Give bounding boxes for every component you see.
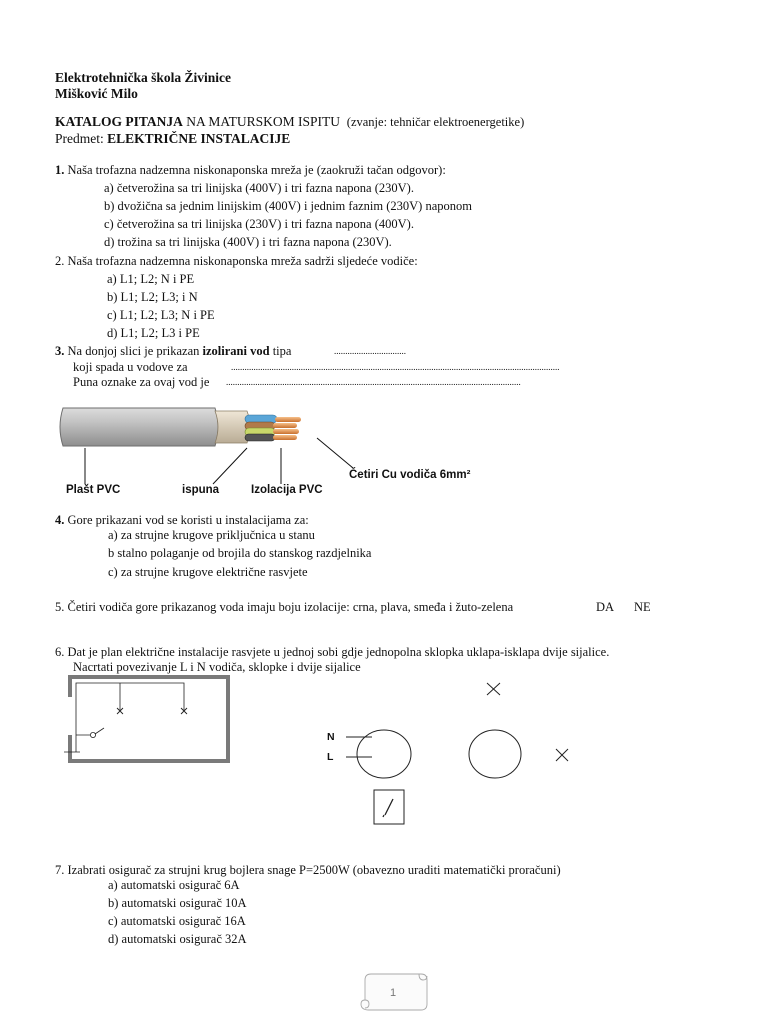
answer-blank-designation[interactable]: ...................................................................................................................................: [226, 377, 521, 387]
answer-ne[interactable]: NE: [634, 600, 651, 614]
cross-mark-top: [487, 683, 500, 695]
question-2-option-b: b) L1; L2; L3; i N: [107, 290, 198, 304]
question-7-option-b: b) automatski osigurač 10A: [108, 896, 247, 910]
plan-wiring: [76, 683, 184, 735]
question-1: [55, 163, 446, 178]
question-2-option-a: a) L1; L2; N i PE: [107, 272, 195, 286]
copper-core-2: [273, 423, 297, 428]
question-7-option-d: d) automatski osigurač 32A: [108, 932, 247, 946]
answer-da[interactable]: DA: [596, 600, 615, 614]
room-plan: [62, 673, 237, 773]
label-insulation: Izolacija PVC: [251, 484, 323, 496]
question-1-text: Naša trofazna nadzemna niskonaponska mreža je (zaokruži tačan odgovor):: [64, 163, 446, 177]
question-3-line-3: Puna oznake za ovaj vod je: [73, 375, 210, 389]
wiring-symbols: [320, 675, 580, 835]
plan-switch-lever: [95, 728, 104, 734]
question-3-text-a: Na donjoj slici je prikazan: [64, 344, 203, 358]
page-number: 1: [390, 987, 397, 999]
question-4: [55, 513, 309, 528]
question-3: [55, 344, 291, 359]
label-conductors: Četiri Cu vodiča 6mm²: [349, 469, 471, 481]
leader-conductors: [317, 438, 353, 468]
leader-filler: [213, 448, 247, 484]
document-title: [55, 114, 524, 130]
question-5-text: 5. Četiri vodiča gore prikazanog voda imaju boju izolacije: crna, plava, smeđa i žuto-zelena: [55, 600, 514, 614]
question-6-line-2: Nacrtati povezivanje L i N vodiča, sklopke i dvije sijalice: [73, 660, 361, 674]
question-1-option-b: b) dvožična sa jednim linijskim (400V) i jednim faznim (230V) naponom: [104, 199, 472, 213]
conductor-black: [245, 434, 275, 441]
copper-core-1: [275, 417, 301, 422]
question-3-text-b: tipa: [269, 344, 292, 358]
subject-name: ELEKTRIČNE INSTALACIJE: [107, 131, 291, 146]
label-filler: ispuna: [182, 484, 220, 496]
title-bold: KATALOG PITANJA: [55, 114, 183, 129]
question-2-option-c: c) L1; L2; L3; N i PE: [107, 308, 215, 322]
question-4-number: 4.: [55, 513, 65, 527]
question-4-option-b: b stalno polaganje od brojila do stanskog razdjelnika: [108, 546, 372, 560]
copper-core-4: [273, 435, 297, 440]
plan-switch: [90, 732, 95, 737]
switch-symbol-lever: [383, 799, 393, 817]
subject-label: Predmet:: [55, 131, 104, 146]
school-name: Elektrotehnička škola Živinice: [55, 70, 232, 85]
answer-blank-type[interactable]: ................................: [334, 346, 406, 356]
lamp-2-circle: [469, 730, 521, 778]
question-7-option-a: a) automatski osigurač 6A: [108, 878, 240, 892]
question-3-line-2: koji spada u vodove za: [73, 360, 188, 374]
label-sheath: Plašt PVC: [66, 484, 121, 496]
subject-line: [55, 131, 290, 146]
room-walls: [70, 677, 228, 761]
question-6-line-1: 6. Dat je plan električne instalacije rasvjete u jednoj sobi gdje jednopolna sklopka uklapa-isklapa dvije sijalice.: [55, 645, 610, 659]
question-7-text: 7. Izabrati osigurač za strujni krug bojlera snage P=2500W (obavezno uraditi matematički proračuni): [55, 863, 561, 877]
answer-blank-use[interactable]: ..................................................................................................................................................: [231, 362, 560, 372]
plan-feed-line: [64, 735, 90, 752]
question-1-option-c: c) četverožina sa tri linijska (230V) i tri fazna napona (400V).: [104, 217, 414, 231]
question-1-number: 1.: [55, 163, 65, 177]
question-3-bold: izolirani vod: [202, 344, 270, 358]
question-4-option-c: c) za strujne krugove električne rasvjete: [108, 565, 308, 579]
question-1-option-a: a) četverožina sa tri linijska (400V) i tri fazna napona (230V).: [104, 181, 414, 195]
author-name: Mišković Milo: [55, 86, 138, 101]
title-note: (zvanje: tehničar elektroenergetike): [346, 115, 525, 129]
question-3-number: 3.: [55, 344, 65, 358]
question-4-option-a: a) za strujne krugove priključnica u stanu: [108, 528, 315, 542]
question-7-option-c: c) automatski osigurač 16A: [108, 914, 246, 928]
question-1-option-d: d) trožina sa tri linijska (400V) i tri fazna napona (230V).: [104, 235, 392, 249]
copper-core-3: [273, 429, 299, 434]
title-rest: NA MATURSKOM ISPITU: [182, 114, 341, 129]
question-2-option-d: d) L1; L2; L3 i PE: [107, 326, 200, 340]
cable-sheath: [60, 408, 218, 446]
question-4-text: Gore prikazani vod se koristi u instalacijama za:: [64, 513, 309, 527]
cross-mark-right: [556, 749, 568, 761]
question-2-text: 2. Naša trofazna nadzemna niskonaponska mreža sadrži sljedeće vodiče:: [55, 254, 418, 268]
label-l: L: [327, 751, 334, 763]
label-n: N: [327, 731, 335, 743]
